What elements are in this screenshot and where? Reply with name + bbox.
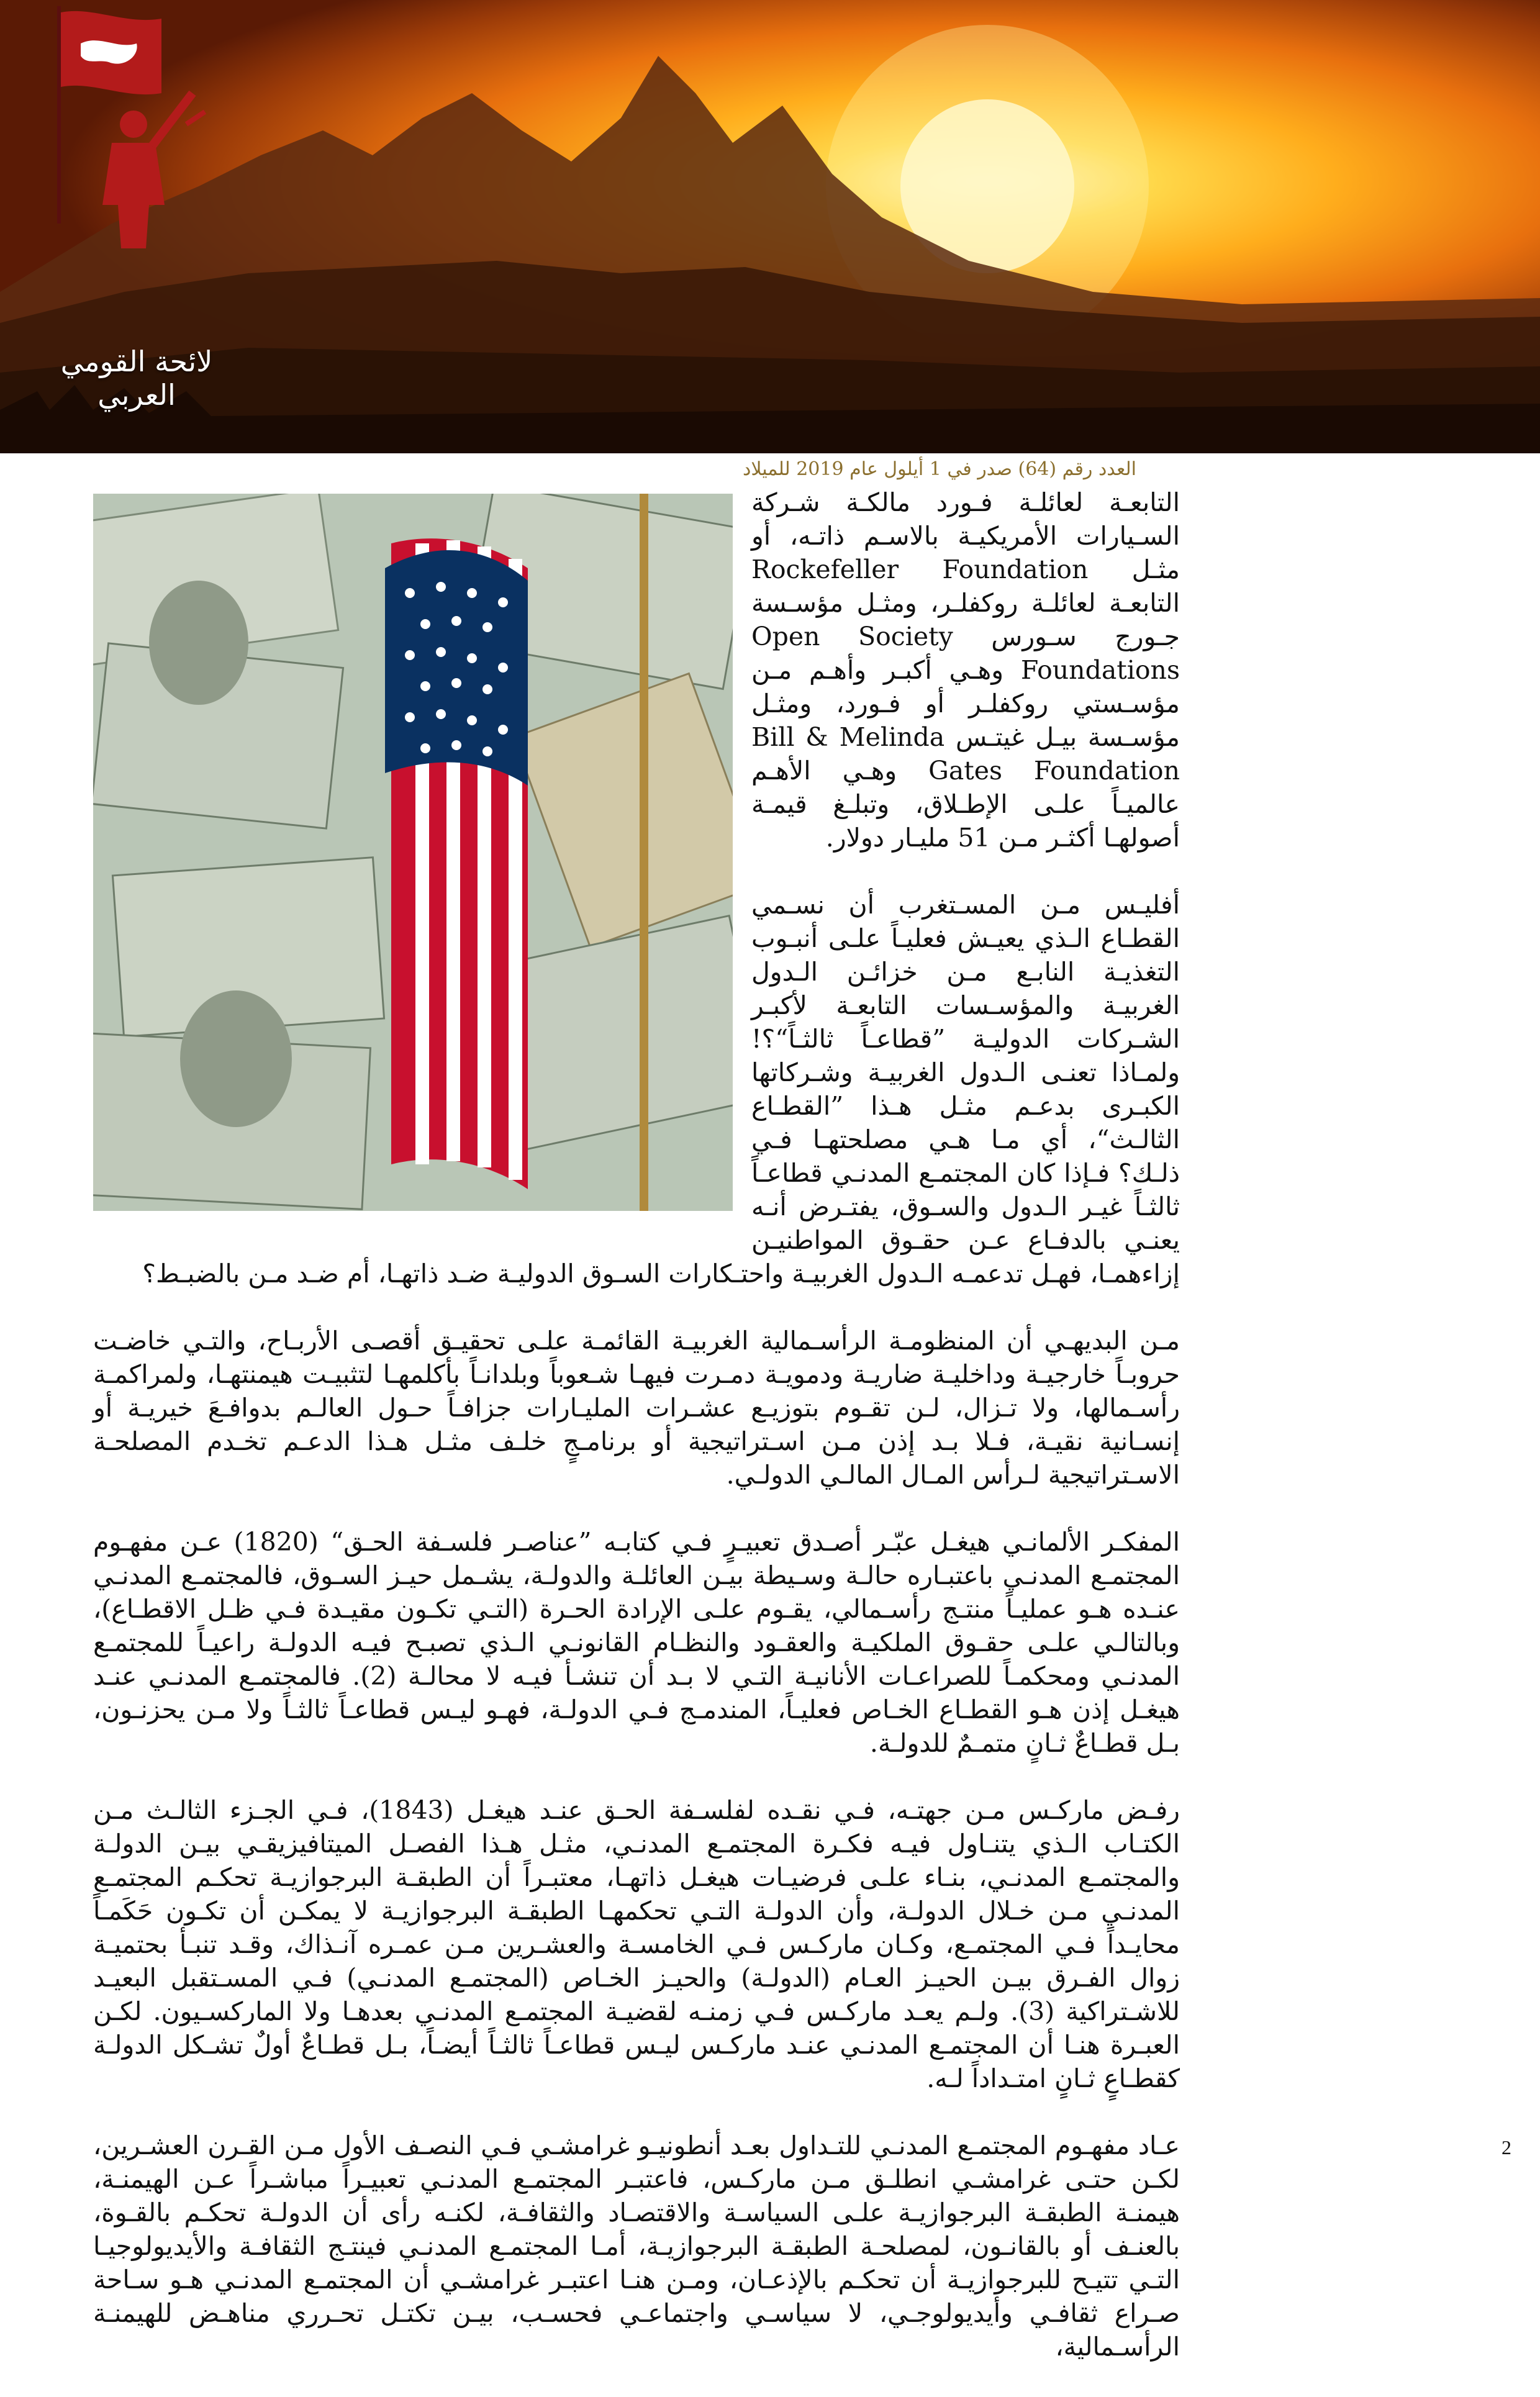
- paragraph: أفليـس مـن المسـتغرب أن نسـمي القطـاع الـذي يعيـش فعليـاً علـى أنبـوب التغذيـة النابـع مـن خزائـن الـدول الغربيـة والمؤسـسات التابعـة لأكبـر الشـركات الدوليـة ”قطاعـاً ثالثـاً“؟! ولمـاذا تعنـى الـدول الغربيـة وشـركاتها الكبـرى بدعـم مثـل هـذا ”القطـاع الثالـث“، أي مـا هـي مصلحتهـا فـي ذلـك؟ فـإذا كان المجتمـع المدنـي قطاعـاً ثالثـاً غيـر الـدول والسـوق، يفتـرض أنـه يعنـي بالدفـاع عـن حقـوق المواطنيـن إزاءهمـا، فهـل تدعمـه الـدول الغربيـة واحتـكارات السـوق الدوليـة ضـد ذاتهـا، أم ضـد مـن بالضبـط؟: [142, 890, 1180, 1289]
- paragraph: رفـض ماركـس مـن جهتـه، فـي نقـده لفلسـفة الحـق عنـد هيغـل (1843)، فـي الجـزء الثالـث مـن الكتـاب الـذي يتنـاول فيـه فكـرة المجتمـع المدنـي، مثـل هـذا الفصـل الميتافيزيقـي بيـن الدولـة والمجتمـع المدنـي، بنـاء علـى فرضيـات هيغـل ذاتهـا، معتبـراً أن الطبقـة البرجوازيـة تحكـم المجتمـع المدنـي مـن خـلال الدولـة، وأن الدولـة التـي تحكمهـا الطبقـة البرجوازيـة لا يمكـن أن تكـون حَكَمـاً محايـداً فـي المجتمـع، وكـان ماركـس فـي الخامسـة والعشـرين مـن عمـره آنـذاك، وقـد تنبـأ بحتميـة زوال الفـرق بيـن الحيـز العـام (الدولـة) والحيـز الخـاص (المجتمـع المدنـي) فـي المسـتقبل البعيـد للاشـتراكية (3). ولـم يعـد ماركـس فـي زمنـه لقضيـة المجتمـع المدنـي بعدهـا ولا الماركسـيون. لكـن العبـرة هنـا أن المجتمـع المدنـي عنـد ماركـس ليـس قطاعـاً ثالثـاً أيضـاً، بـل قطـاعٌ أولٌ تشـكل الدولـة كقطـاعٍ ثـانٍ امتـداداً لـه.: [93, 1795, 1180, 2093]
- page-number: 2: [1502, 2136, 1511, 2159]
- issue-line: العدد رقم (64) صدر في 1 أيلول عام 2019 للميلاد: [742, 458, 1136, 480]
- article-body: [93, 486, 1180, 2397]
- logo-caption: لائحة القومي العربي: [60, 345, 213, 412]
- header-banner: [0, 0, 1540, 453]
- paragraph: المفكـر الألمانـي هيغـل عبّـر أصـدق تعبيـرٍ فـي كتابـه ”عناصـر فلسـفة الحـق“ (1820) عـن مفهـوم المجتمـع المدنـي باعتبـاره حالـة وسـيطة بيـن العائلـة والدولـة، يشـمل حيـز السـوق، فالمجتمـع المدنـي عنـده هـو عمليـاً منتـج رأسـمالي، يقـوم علـى الإرادة الحـرة (التـي تكـون مقيـدة فـي ظـل الاقطـاع)، وبالتالـي علـى حقـوق الملكيـة والعقـود والنظـام القانونـي الـذي تصبـح فيـه الدولـة راعيـاً للمجتمـع المدنـي ومحكمـاً للصراعـات الأنانيـة التـي لا بـد أن تنشـأ فيـه لا محالـة (2). فالمجتمـع المدنـي عنـد هيغـل إذن هـو القطـاع الخـاص فعليـاً، المندمـج فـي الدولـة، فهـو ليـس قطاعـاً ثالثـاً ولا مـن يحزنـون، بـل قطـاعٌ ثـانٍ متمـمٌ للدولـة.: [93, 1527, 1180, 1758]
- arab-nationalist-logo: [0, 0, 230, 261]
- paragraph: عـاد مفهـوم المجتمـع المدنـي للتـداول بعـد أنطونيـو غرامشـي فـي النصـف الأول مـن القـرن العشـرين، لكـن حتـى غرامشـي انطلـق مـن ماركـس، فاعتبـر المجتمـع المدنـي تعبيـراً مباشـراً عـن الهيمنـة، هيمنـة الطبقـة البرجوازيـة علـى السياسـة والاقتصـاد والثقافـة، لكنـه رأى أن الدولـة تحكـم بالقـوة، بالعنـف أو بالقانـون، لمصلحـة الطبقـة البرجوازيـة، أمـا المجتمـع المدنـي فينتـج الثقافـة والأيديولوجيـا التـي تتيـح للبرجوازيـة أن تحكـم بالإذعـان، ومـن هنـا اعتبـر غرامشـي أن المجتمـع المدنـي هـو سـاحة صـراع ثقافـي وأيديولوجـي، لا سياسـي واجتماعـي فحسـب، بيـن تكتـل تحـرري مناهـض للهيمنـة الرأسـمالية،: [93, 2131, 1180, 2362]
- paragraph: التابعـة لعائلـة فـورد مالكـة شـركة السـيارات الأمريكيـة بالاسـم ذاتـه، أو مثـل Rockefeller Foundation التابعـة لعائلـة روكفلـر، ومثـل مؤسـسة جـورج سـورس Open Society Foundations وهـي أكبـر وأهـم مـن مؤسـستي روكفلـر أو فـورد، ومثـل مؤسـسة بيـل غيتـس Bill & Melinda Gates Foundation وهـي الأهـم عالميـاً علـى الإطـلاق، وتبلـغ قيمـة أصولهـا أكثـر مـن 51 مليـار دولار.: [751, 487, 1180, 853]
- image-wrap-spacer: [93, 486, 751, 1225]
- paragraph: مـن البديهـي أن المنظومـة الرأسـمالية الغربيـة القائمـة علـى تحقيـق أقصـى الأربـاح، والتـي خاضـت حروبـاً خارجيـة وداخليـة ضاريـة ودمويـة دمـرت فيهـا شـعوباً وبلدانـاً بأكلمهـا لتثبيـت هيمنتهـا، ولمراكمـة رأسـمالها، ولا تـزال، لـن تقـوم بتوزيـع عشـرات المليـارات جزافـاً حـول العالـم بدوافـعَ خيريـة أو إنسـانية نقيـة، فـلا بـد إذن مـن اسـتراتيجية أو برنامـجٍ خلـف مثـل هـذا الدعـم تخـدم المصلحـة الاسـتراتيجية لـرأس المـال المالـي الدولـي.: [93, 1326, 1180, 1490]
